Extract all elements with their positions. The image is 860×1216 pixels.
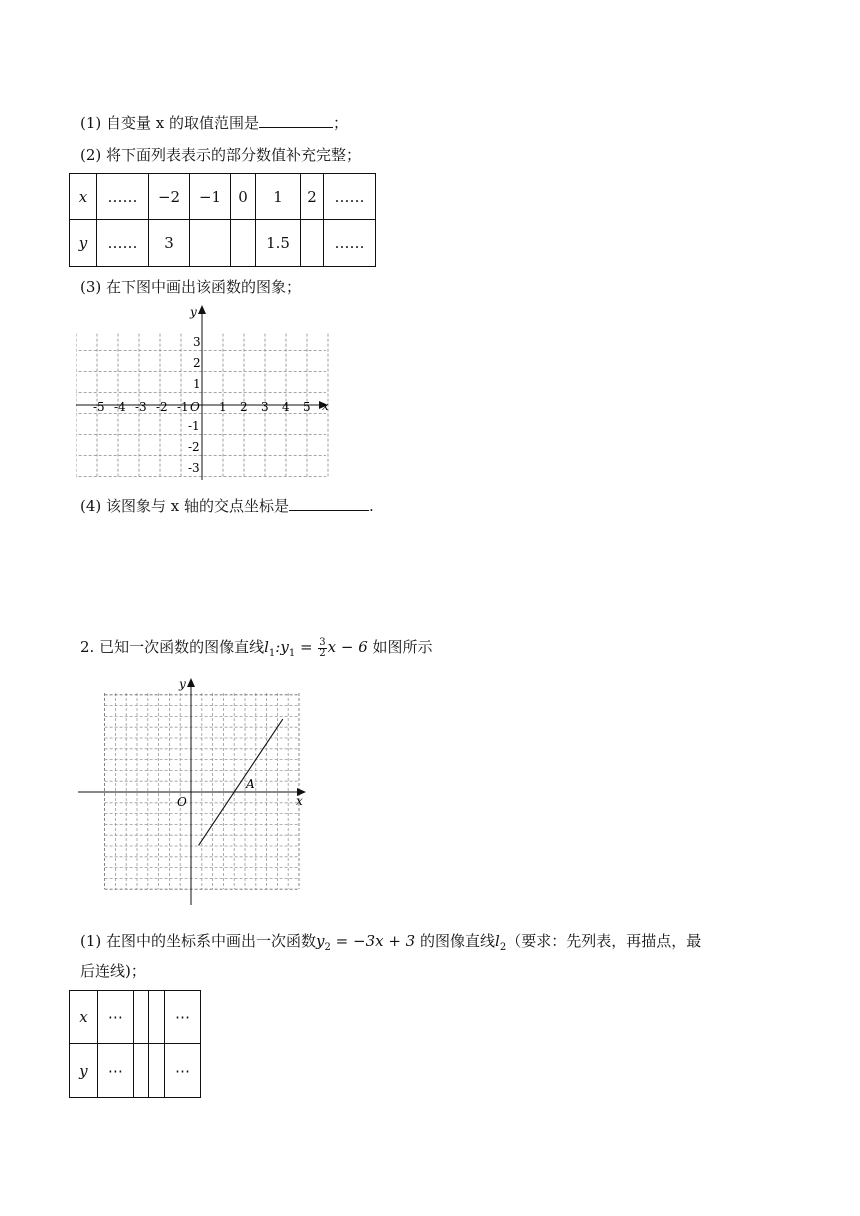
q1-table-row-y	[70, 220, 376, 267]
q2-point-a-label: A	[246, 777, 255, 791]
q1-part1-blank[interactable]	[259, 127, 333, 128]
q2-table-row-y	[70, 1044, 201, 1098]
q2-frac-num: 3	[319, 636, 326, 648]
q1-part2: (2) 将下面列表表示的部分数值补充完整；	[80, 146, 362, 164]
x-tick-label: -5	[93, 400, 105, 414]
q2-part1-l2-sub: 2	[499, 942, 507, 953]
q1-part4-blank[interactable]	[289, 510, 369, 511]
q1-table-row-x	[70, 174, 376, 220]
q1-table-cell: 2	[301, 174, 324, 220]
y-tick-label: 2	[193, 356, 201, 370]
q2-coordinate-grid	[74, 670, 314, 910]
q1-part4	[80, 495, 374, 516]
x-tick-label: -3	[135, 400, 147, 414]
q1-table-cell: ……	[324, 174, 376, 220]
q2-intro-text: 2. 已知一次函数的图像直线	[80, 638, 265, 656]
x-tick-label: 2	[240, 400, 248, 414]
q1-part1	[80, 112, 348, 133]
q2-origin-label: O	[177, 795, 187, 809]
q2-line-sub: 1	[268, 648, 276, 659]
q2-eq-lhs-sub: 1	[288, 648, 296, 659]
q1-table-cell: −1	[190, 174, 231, 220]
q2-table-cell-empty[interactable]	[149, 1044, 164, 1098]
q2-table-cell: ⋯	[97, 1044, 133, 1098]
q1-table-cell: 3	[149, 220, 190, 267]
q1-table-cell: ……	[97, 174, 149, 220]
q1-x-axis-label: x	[322, 399, 329, 413]
q1-part4-end: .	[369, 497, 374, 515]
q2-part1-eq: = −3x + 3	[330, 932, 416, 950]
q2-line-name: l	[264, 638, 269, 656]
q1-table-cell: −2	[149, 174, 190, 220]
q2-part1-line1	[80, 930, 701, 953]
x-tick-label: 4	[282, 400, 290, 414]
q2-x-axis-label: x	[296, 794, 303, 808]
q1-value-table	[69, 173, 376, 267]
q2-eq-sign: =	[295, 638, 318, 656]
x-tick-label: 5	[303, 400, 311, 414]
q1-table-cell: 0	[231, 174, 256, 220]
q1-part1-text: (1) 自变量 x 的取值范围是	[80, 114, 260, 132]
q2-part1-text: (1) 在图中的坐标系中画出一次函数	[80, 932, 317, 950]
x-tick-label: 3	[261, 400, 269, 414]
q2-part1-l2: l	[495, 932, 500, 950]
q2-y-axis-label: y	[179, 677, 186, 691]
x-tick-label: -2	[156, 400, 168, 414]
q2-table-row-x	[70, 991, 201, 1044]
q1-part1-end: ；	[333, 114, 349, 132]
q2-table-cell-empty[interactable]	[133, 1044, 148, 1098]
q1-table-cell: ……	[324, 220, 376, 267]
q2-intro	[80, 636, 433, 659]
q2-y-arrow-icon	[187, 678, 195, 687]
q1-part4-text: (4) 该图象与 x 轴的交点坐标是	[80, 497, 290, 515]
x-tick-label: -1	[177, 400, 189, 414]
q2-table-cell: ⋯	[164, 991, 200, 1044]
q1-table-cell: ……	[97, 220, 149, 267]
q2-part1-text-b: 的图像直线	[415, 932, 495, 950]
y-tick-label: -2	[188, 440, 200, 454]
y-tick-label: 3	[193, 335, 201, 349]
q1-table-cell: 1.5	[256, 220, 301, 267]
q1-coordinate-grid	[76, 300, 336, 485]
q1-part3: (3) 在下图中画出该函数的图象；	[80, 278, 302, 296]
q2-part1-y2-sub: 2	[324, 942, 331, 953]
y-tick-label: 1	[193, 377, 201, 391]
q1-origin-label: O	[190, 400, 200, 414]
q2-eq-lhs: :y	[275, 638, 289, 656]
y-tick-label: -3	[188, 461, 200, 475]
q1-table-x-label: x	[70, 174, 97, 220]
q1-table-cell-empty[interactable]	[190, 220, 231, 267]
q2-table-cell: ⋯	[97, 991, 133, 1044]
q1-table-y-label: y	[70, 220, 97, 267]
q2-table-cell: ⋯	[164, 1044, 200, 1098]
q2-intro-suffix: 如图所示	[367, 638, 433, 656]
q1-table-cell: 1	[256, 174, 301, 220]
q1-y-axis-label: y	[190, 305, 197, 319]
q1-table-cell-empty[interactable]	[301, 220, 324, 267]
q2-table-cell-empty[interactable]	[133, 991, 148, 1044]
x-tick-label: -4	[114, 400, 126, 414]
y-tick-label: -1	[188, 419, 200, 433]
x-tick-label: 1	[219, 400, 227, 414]
q2-table-cell-empty[interactable]	[149, 991, 164, 1044]
q2-fraction	[318, 638, 326, 659]
q2-value-table	[69, 990, 201, 1098]
q2-part1-text-c: （要求：先列表，再描点，最	[506, 932, 702, 950]
q2-table-x-label: x	[70, 991, 98, 1044]
q2-frac-den: 2	[319, 647, 326, 659]
q2-table-y-label: y	[70, 1044, 98, 1098]
q2-eq-rest: x − 6	[327, 638, 368, 656]
q1-y-arrow-icon	[198, 305, 206, 314]
q1-table-cell-empty[interactable]	[231, 220, 256, 267]
q2-part1-line2: 后连线)；	[80, 962, 146, 980]
q2-part1-y2: y	[316, 932, 325, 950]
